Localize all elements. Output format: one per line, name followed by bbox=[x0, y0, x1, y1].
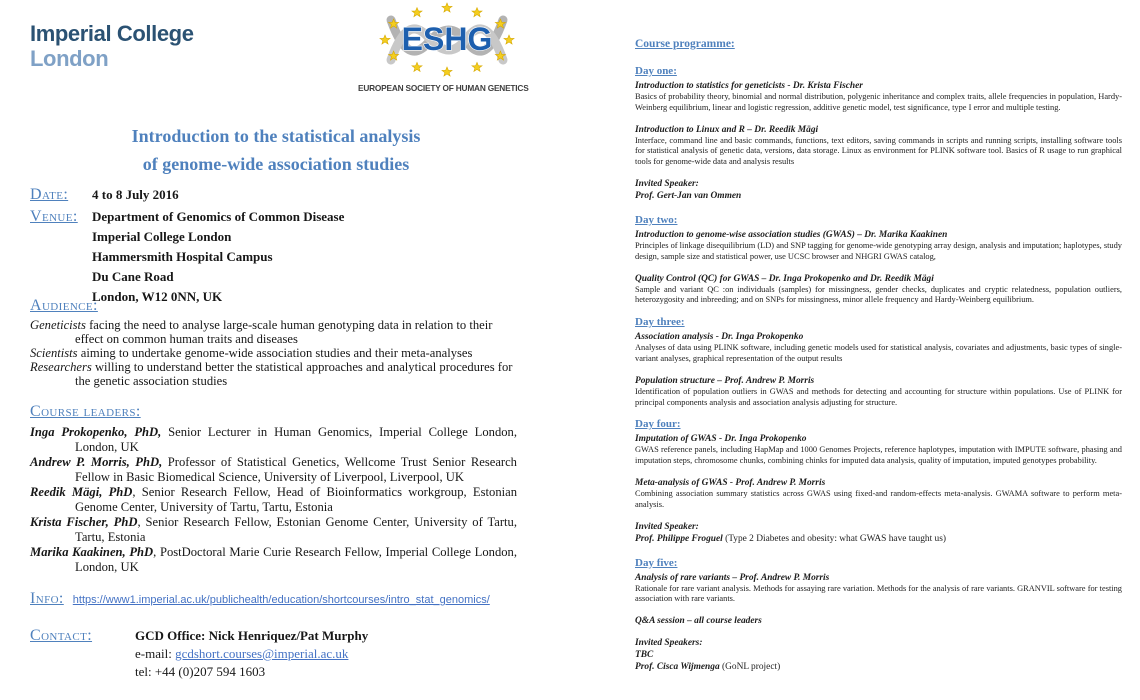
speaker-name: Prof. Philippe Froguel bbox=[635, 533, 723, 544]
star-icon bbox=[412, 8, 422, 17]
session-title: Q&A session – all course leaders bbox=[635, 616, 762, 627]
leader-name: Andrew P. Morris, PhD, bbox=[30, 455, 163, 469]
course-details bbox=[30, 186, 344, 310]
contact-section bbox=[30, 627, 368, 681]
leader-name: Inga Prokopenko, PhD, bbox=[30, 425, 162, 439]
eshg-logo-text: ESHG bbox=[401, 21, 493, 57]
audience-item-lead: Geneticists bbox=[30, 318, 86, 332]
venue-line: Imperial College London bbox=[92, 229, 232, 244]
speaker-note: (GoNL project) bbox=[719, 662, 781, 673]
invited-speaker bbox=[635, 190, 1122, 202]
contact-email-line bbox=[135, 645, 368, 663]
speaker-name: Prof. Gert-Jan van Ommen bbox=[635, 190, 742, 201]
invited-speaker-label: Invited Speaker: bbox=[635, 178, 699, 189]
day-three-heading: Day three: bbox=[635, 316, 685, 329]
invited-speakers-block bbox=[635, 637, 1122, 673]
session-title: Quality Control (QC) for GWAS – Dr. Inga Prokopenko and Dr. Reedik Mägi bbox=[635, 273, 934, 284]
session-description: Combining association summary statistics across GWAS using fixed-and random-effects meta-analysis. GWAMA software to perform meta-analysis. bbox=[635, 488, 1122, 509]
audience-item-lead: Researchers bbox=[30, 360, 92, 374]
session-title: Introduction to statistics for geneticists - Dr. Krista Fischer bbox=[635, 81, 863, 91]
day-one-heading: Day one: bbox=[635, 65, 677, 77]
imperial-logo-line1: Imperial College bbox=[30, 21, 194, 46]
invited-speaker-label: Invited Speaker: bbox=[635, 521, 699, 532]
invited-speaker bbox=[635, 661, 1122, 673]
star-icon bbox=[472, 62, 482, 71]
course-leaders-section bbox=[30, 403, 517, 575]
page-title bbox=[30, 122, 522, 178]
audience-item-text: willing to understand better the statistical approaches and analytical procedures for the genetic association studies bbox=[75, 360, 513, 388]
email-link[interactable]: gcdshort.courses@imperial.ac.uk bbox=[175, 646, 349, 661]
leader-item bbox=[30, 425, 517, 455]
day-five-heading: Day five: bbox=[635, 556, 678, 569]
speaker-name: Prof. Cisca Wijmenga bbox=[635, 662, 720, 673]
imperial-college-logo bbox=[30, 22, 194, 71]
contact-details bbox=[135, 627, 368, 681]
page-title-line2: of genome-wide association studies bbox=[142, 154, 410, 174]
info-label: Info: bbox=[30, 590, 64, 607]
programme-heading: Course programme: bbox=[635, 38, 735, 50]
invited-speaker-block bbox=[635, 521, 1122, 545]
leader-item bbox=[30, 455, 517, 485]
programme-column bbox=[635, 38, 1122, 685]
audience-item bbox=[30, 346, 517, 360]
session-title: Analysis of rare variants – Prof. Andrew P. Morris bbox=[635, 572, 830, 583]
email-label: e-mail: bbox=[135, 646, 176, 661]
day-two-heading: Day two: bbox=[635, 213, 678, 226]
leader-item bbox=[30, 545, 517, 575]
star-icon bbox=[442, 67, 452, 76]
venue-label: Venue: bbox=[30, 208, 78, 225]
course-leaders-heading: Course leaders: bbox=[30, 403, 141, 420]
session-description: GWAS reference panels, including HapMap and 1000 Genomes Projects, reference haplotypes, imputation with IMPUTE software, phasing and imputation steps, chromosome chunks, combining chinks for imputed data analysis, quality of imputation, imputed genotypes probability. bbox=[635, 445, 1122, 466]
date-label: Date: bbox=[30, 186, 69, 203]
page-title-line1: Introduction to the statistical analysis bbox=[131, 126, 421, 146]
leader-role: , Senior Research Fellow, Head of Bioinformatics workgroup, Estonian Genome Center, University of Tartu, Tartu, Estonia bbox=[75, 485, 517, 514]
session-description: Principles of linkage disequilibrium (LD) and SNP tagging for genome-wide genotyping array design, analysis and imputation; haplotypes, study design, sample size and statistical power, use UCSC browser and NHGRI GWAS catalog, bbox=[635, 240, 1122, 261]
day-four-heading: Day four: bbox=[635, 418, 681, 431]
eshg-logo-subtitle: EUROPEAN SOCIETY OF HUMAN GENETICS bbox=[358, 83, 529, 93]
star-icon bbox=[504, 35, 514, 44]
speaker-name: TBC bbox=[635, 650, 654, 661]
session-title: Population structure – Prof. Andrew P. Morris bbox=[635, 375, 815, 386]
info-url-link[interactable]: https://www1.imperial.ac.uk/publichealth/education/shortcourses/intro_stat_genomics/ bbox=[72, 594, 490, 606]
invited-speaker bbox=[635, 649, 1122, 661]
session-title: Imputation of GWAS - Dr. Inga Prokopenko bbox=[635, 434, 807, 445]
session-title: Introduction to genome-wise association studies (GWAS) – Dr. Marika Kaakinen bbox=[635, 229, 948, 240]
audience-item-text: aiming to undertake genome-wide association studies and their meta-analyses bbox=[77, 346, 473, 360]
session-title: Association analysis - Dr. Inga Prokopenko bbox=[635, 332, 804, 343]
audience-item bbox=[30, 360, 517, 388]
invited-speakers-label: Invited Speakers: bbox=[635, 638, 703, 649]
info-section bbox=[30, 590, 490, 608]
session-description: Interface, command line and basic commands, functions, text editors, saving commands in scripts and running scripts, installing software tools for statistical analysis of genetic data, versions, data storage. Linux as environment for PLINK software tool. Basics of R usage to run graphical tools for genome-wide data and analysis results bbox=[635, 135, 1122, 167]
star-icon bbox=[380, 35, 390, 44]
venue-line: Department of Genomics of Common Disease bbox=[92, 209, 345, 224]
venue-row bbox=[30, 207, 344, 307]
leader-name: Reedik Mägi, PhD bbox=[30, 485, 133, 499]
session-description: Analyses of data using PLINK software, including genetic models used for statistical analysis, covariates and adjustments, basic types of single-variant analyses, graphical representation of the output results bbox=[635, 343, 1122, 363]
contact-label: Contact: bbox=[30, 627, 93, 644]
imperial-logo-line2: London bbox=[30, 45, 109, 71]
invited-speaker-block bbox=[635, 178, 1122, 202]
leader-name: Marika Kaakinen, PhD bbox=[30, 545, 154, 559]
left-column bbox=[30, 0, 529, 700]
leader-role: Senior Lecturer in Human Genomics, Imperial College London, London, UK bbox=[75, 425, 517, 454]
contact-office: GCD Office: Nick Henriquez/Pat Murphy bbox=[135, 628, 369, 643]
date-row bbox=[30, 186, 344, 204]
star-icon bbox=[472, 8, 482, 17]
session-description: Basics of probability theory, binomial and normal distribution, polygenic inheritance and complex traits, allele frequencies in population, Hardy-Weinberg equilibrium, linear and logistic regression, additive genetic model, test significance, type I error and multiple testing. bbox=[635, 92, 1122, 112]
leader-item bbox=[30, 515, 517, 545]
leader-role: , PostDoctoral Marie Curie Research Fellow, Imperial College London, London, UK bbox=[75, 545, 517, 574]
session-description: Identification of population outliers in GWAS and methods for detecting and accounting for structure within populations. Use of PLINK for principal components analysis and association analysis adjusting for structure. bbox=[635, 386, 1122, 407]
session-description: Rationale for rare variant analysis. Methods for assaying rare variation. Methods for the analysis of rare variants. GRANVIL software for testing association with rare variants. bbox=[635, 583, 1122, 604]
session-title: Meta-analysis of GWAS - Prof. Andrew P. Morris bbox=[635, 477, 826, 488]
leader-role: Professor of Statistical Genetics, Wellcome Trust Senior Research Fellow in Basic Biomedical Science, University of Liverpool, Liverpool, UK bbox=[75, 455, 517, 484]
leader-name: Krista Fischer, PhD bbox=[30, 515, 138, 529]
leader-role: , Senior Research Fellow, Estonian Genome Center, University of Tartu, Tartu, Estonia bbox=[75, 515, 517, 544]
date-value: 4 to 8 July 2016 bbox=[92, 187, 179, 202]
star-icon bbox=[412, 62, 422, 71]
speaker-note: (Type 2 Diabetes and obesity: what GWAS have taught us) bbox=[722, 533, 947, 544]
venue-line: London, W12 0NN, UK bbox=[92, 289, 223, 304]
audience-item-text: facing the need to analyse large-scale human genotyping data in relation to their effect on common human traits and diseases bbox=[75, 318, 493, 346]
session-description: Sample and variant QC :on individuals (samples) for missingness, gender checks, duplicates and cryptic relatedness, population outliers, heterozygosity and inbreeding; and on SNPs for missingness, minor allele frequency and Hardy-Weinberg equilibrium. bbox=[635, 284, 1122, 305]
audience-item-lead: Scientists bbox=[30, 346, 78, 360]
venue-address bbox=[92, 207, 344, 307]
leader-item bbox=[30, 485, 517, 515]
session-title: Introduction to Linux and R – Dr. Reedik Mägi bbox=[635, 124, 819, 135]
audience-heading: Audience: bbox=[30, 297, 98, 314]
eshg-logo-graphic bbox=[363, 2, 523, 82]
venue-line: Hammersmith Hospital Campus bbox=[92, 249, 273, 264]
audience-item bbox=[30, 318, 517, 346]
invited-speaker bbox=[635, 533, 1122, 545]
venue-line: Du Cane Road bbox=[92, 269, 174, 284]
contact-tel: tel: +44 (0)207 594 1603 bbox=[135, 664, 266, 679]
star-icon bbox=[442, 3, 452, 12]
audience-section bbox=[30, 297, 517, 388]
eshg-logo bbox=[358, 2, 528, 93]
